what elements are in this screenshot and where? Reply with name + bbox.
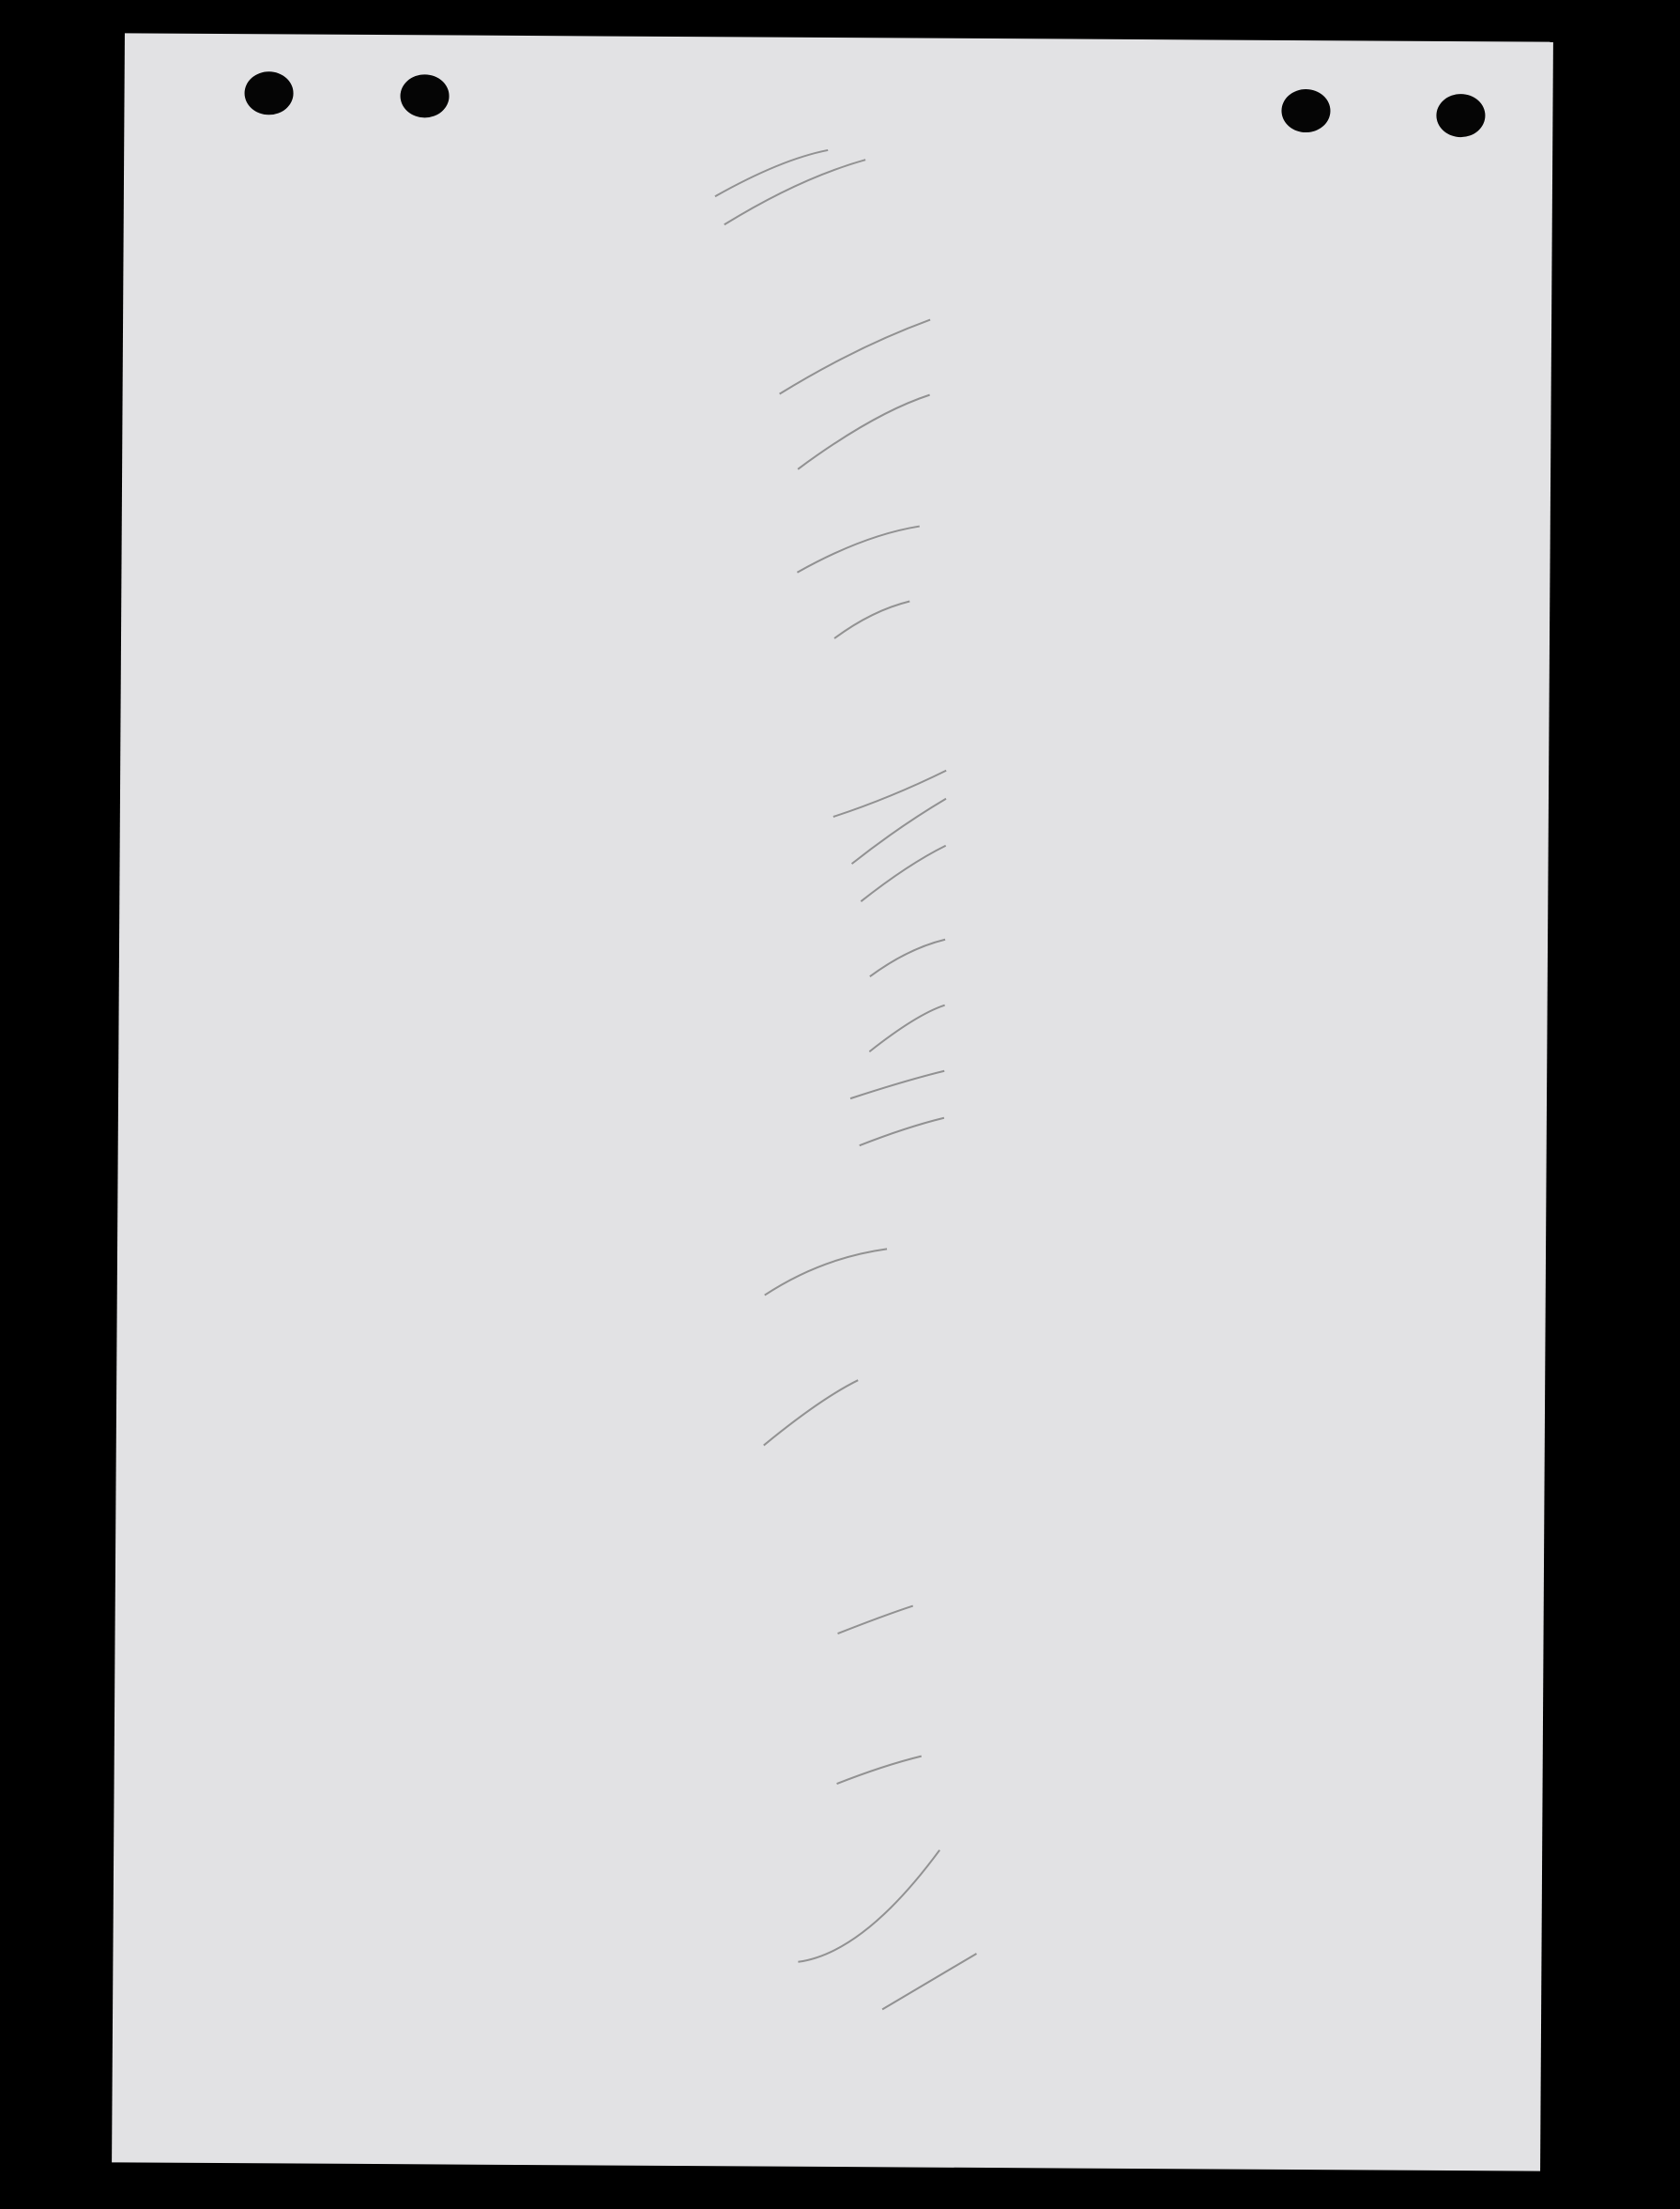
crew-sections [125, 33, 1553, 41]
pencil-tick-marks [112, 33, 1553, 2171]
crew-list-top [125, 33, 1553, 41]
punch-hole [400, 74, 449, 117]
punch-hole [244, 71, 293, 115]
punch-hole [1281, 89, 1330, 132]
document-page [112, 33, 1553, 2171]
punch-hole [1436, 94, 1485, 137]
